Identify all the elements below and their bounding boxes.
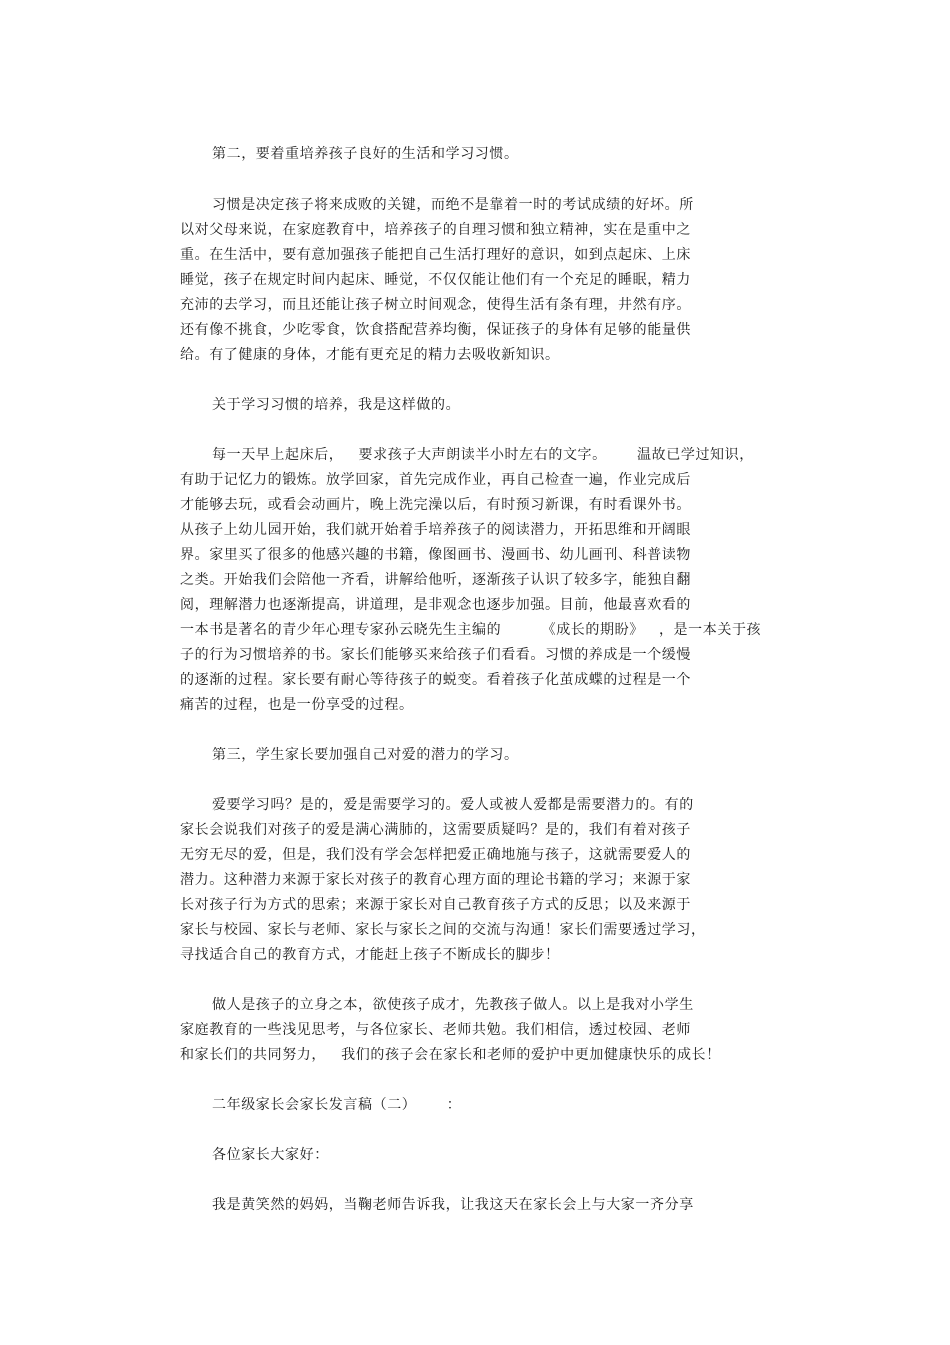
text-line: 阅，理解潜力也逐渐提高，讲道理，是非观念也逐步加强。目前，他最喜欢看的 xyxy=(180,597,691,613)
text-line: 痛苦的过程，也是一份享受的过程。 xyxy=(180,697,414,713)
text-line: 还有像不挑食，少吃零食，饮食搭配营养均衡，保证孩子的身体有足够的能量供 xyxy=(180,322,691,338)
section-heading: 二年级家长会家长发言稿（二） ： xyxy=(212,1097,462,1113)
text-line: 习惯是决定孩子将来成败的关键，而绝不是靠着一时的考试成绩的好坏。所 xyxy=(212,197,694,213)
text-line: 第二，要着重培养孩子良好的生活和学习习惯。 xyxy=(212,146,519,162)
salutation: 各位家长大家好： xyxy=(212,1147,329,1163)
text-line: 子的行为习惯培养的书。家长们能够买来给孩子们看看。习惯的养成是一个缓慢 xyxy=(180,647,691,663)
text-line: 长对孩子行为方式的思索；来源于家长对自己教育孩子方式的反思；以及来源于 xyxy=(180,897,691,913)
text-line: 潜力。这种潜力来源于家长对孩子的教育心理方面的理论书籍的学习；来源于家 xyxy=(180,872,691,888)
text-line: 关于学习习惯的培养，我是这样做的。 xyxy=(212,397,461,413)
text-line: 第三，学生家长要加强自己对爱的潜力的学习。 xyxy=(212,747,519,763)
text-line: 一本书是著名的青少年心理专家孙云晓先生主编的 《成长的期盼》 ，是一本关于孩 xyxy=(180,622,762,638)
text-line: 界。家里买了很多的他感兴趣的书籍，像图画书、漫画书、幼儿画刊、科普读物 xyxy=(180,547,691,563)
text-line: 从孩子上幼儿园开始，我们就开始着手培养孩子的阅读潜力，开拓思维和开阔眼 xyxy=(180,522,691,538)
text-line: 家庭教育的一些浅见思考，与各位家长、老师共勉。我们相信，透过校园、老师 xyxy=(180,1022,691,1038)
text-line: 充沛的去学习，而且还能让孩子树立时间观念，使得生活有条有理，井然有序。 xyxy=(180,297,691,313)
text-line: 之类。开始我们会陪他一齐看，讲解给他听，逐渐孩子认识了较多字，能独自翻 xyxy=(180,572,691,588)
text-line: 做人是孩子的立身之本，欲使孩子成才，先教孩子做人。以上是我对小学生 xyxy=(212,997,694,1013)
text-line: 才能够去玩，或看会动画片，晚上洗完澡以后，有时预习新课，有时看课外书。 xyxy=(180,497,691,513)
text-line: 的逐渐的过程。家长要有耐心等待孩子的蜕变。看着孩子化茧成蝶的过程是一个 xyxy=(180,672,691,688)
text-line: 无穷无尽的爱，但是，我们没有学会怎样把爱正确地施与孩子，这就需要爱人的 xyxy=(180,847,691,863)
text-line: 我是黄笑然的妈妈，当鞠老师告诉我，让我这天在家长会上与大家一齐分享 xyxy=(212,1197,694,1213)
text-line: 有助于记忆力的锻炼。放学回家，首先完成作业，再自己检查一遍，作业完成后 xyxy=(180,472,691,488)
text-line: 寻找适合自己的教育方式，才能赶上孩子不断成长的脚步！ xyxy=(180,947,560,963)
text-line: 爱要学习吗？是的，爱是需要学习的。爱人或被人爱都是需要潜力的。有的 xyxy=(212,797,694,813)
text-line: 每一天早上起床后， 要求孩子大声朗读半小时左右的文字。 温故已学过知识， xyxy=(212,447,754,463)
text-line: 家长与校园、家长与老师、家长与家长之间的交流与沟通！家长们需要透过学习， xyxy=(180,922,706,938)
text-line: 和家长们的共同努力， 我们的孩子会在家长和老师的爱护中更加健康快乐的成长！ xyxy=(180,1047,721,1063)
text-line: 给。有了健康的身体，才能有更充足的精力去吸收新知识。 xyxy=(180,347,560,363)
text-line: 家长会说我们对孩子的爱是满心满肺的，这需要质疑吗？是的，我们有着对孩子 xyxy=(180,822,691,838)
text-line: 睡觉，孩子在规定时间内起床、睡觉，不仅仅能让他们有一个充足的睡眠，精力 xyxy=(180,272,691,288)
text-line: 以对父母来说，在家庭教育中，培养孩子的自理习惯和独立精神，实在是重中之 xyxy=(180,222,691,238)
text-line: 重。在生活中，要有意加强孩子能把自己生活打理好的意识，如到点起床、上床 xyxy=(180,247,691,263)
